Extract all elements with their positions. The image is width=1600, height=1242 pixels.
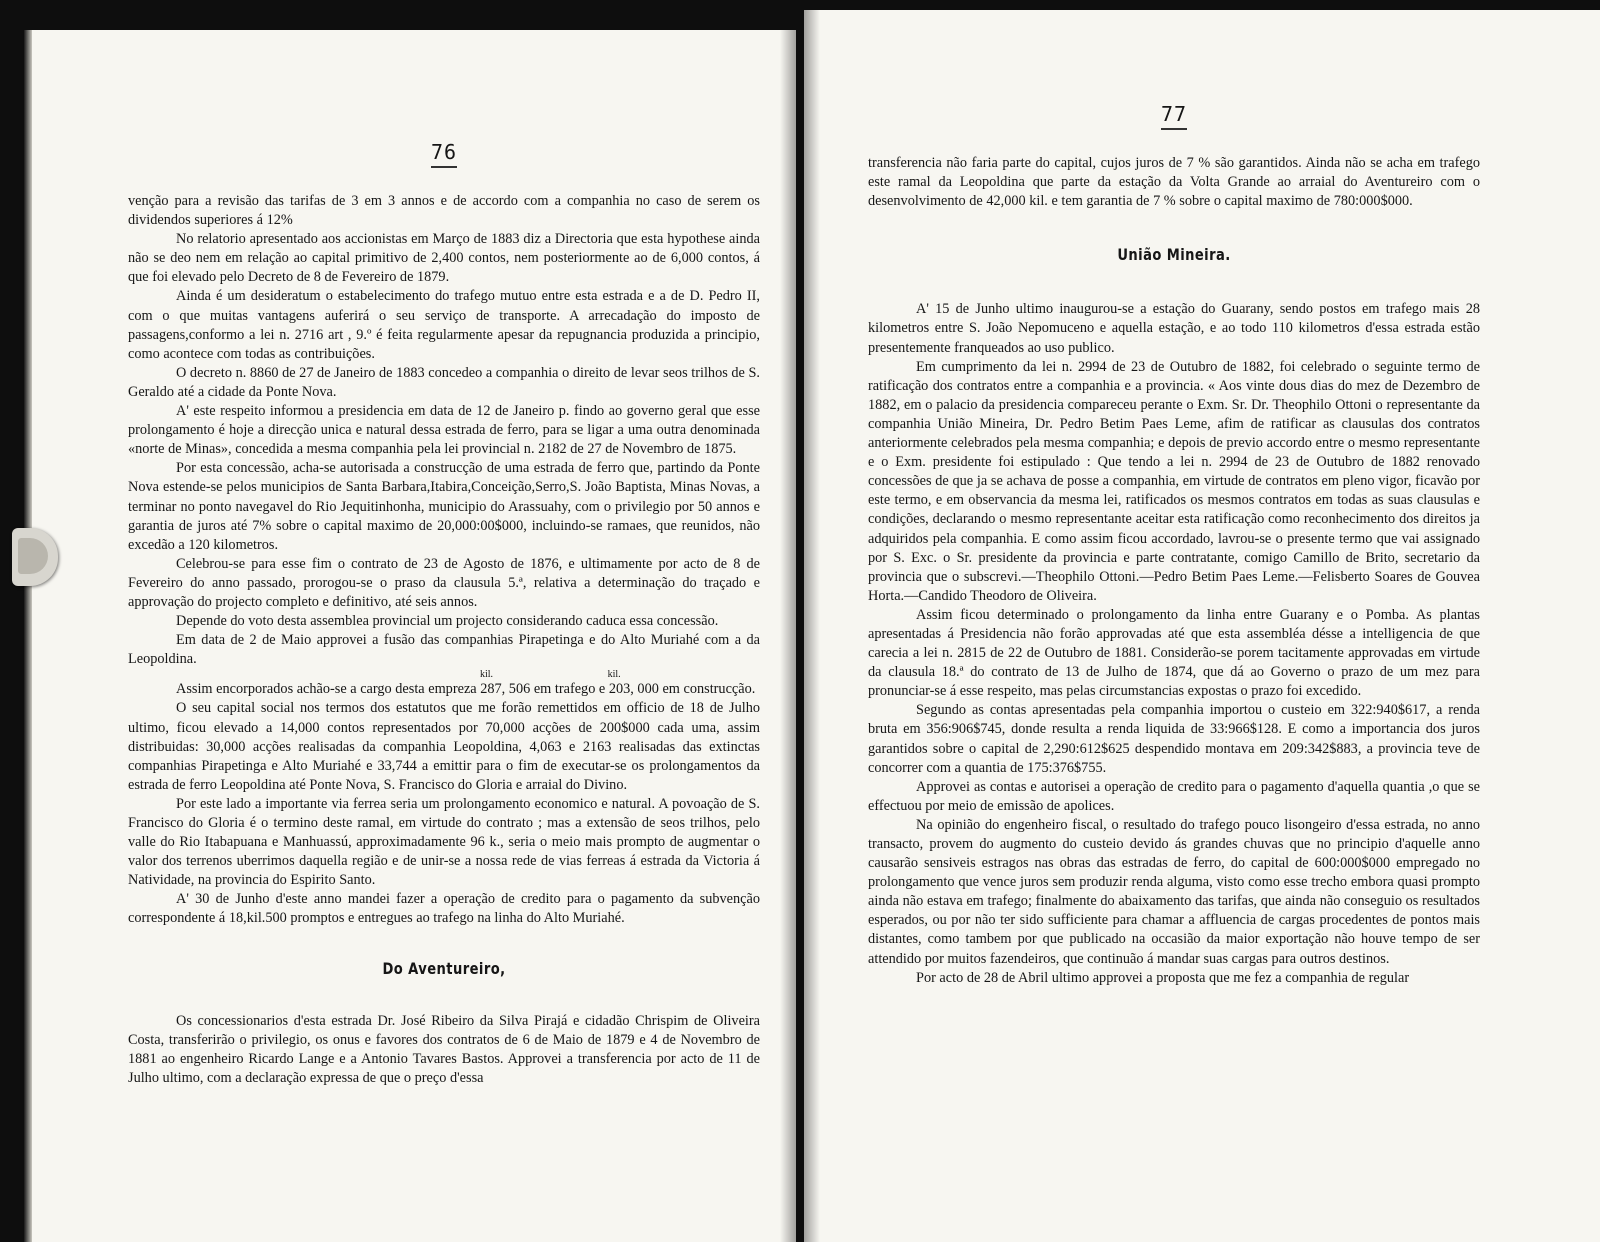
kil-label: kil.: [607, 669, 621, 681]
left-page: [24, 30, 796, 1242]
paragraph: O decreto n. 8860 de 27 de Janeiro de 1883 concedeo a companhia o direito de levar seos trilhos de S. Geraldo até a cidade da Ponte Nova.: [128, 364, 760, 400]
section-heading: Do Aventureiro,: [382, 958, 506, 978]
paragraph: Approvei as contas e autorisei a operação de credito para o pagamento d'aquella quantia ,o que se effectuou por meio de emissão de apolices.: [868, 778, 1480, 814]
left-page-text: [128, 192, 760, 1088]
paragraph: Segundo as contas apresentadas pela companhia importou o custeio em 322:940$617, a renda bruta em 356:906$745, donde resulta a renda liquida de 33:966$128. E como a importancia dos juros garantidos sobre o capital de 2,290:612$625 despendido montava em 209:342$883, a provincia teve de concorrer com a quantia de 175:376$755.: [868, 702, 1480, 776]
paragraph: Por esta concessão, acha-se autorisada a construcção de uma estrada de ferro que, partindo da Ponte Nova estende-se pelos municipios de Santa Barbara,Itabira,Conceição,Serro,S. João Baptista, Minas Novas, a terminar no ponto navegavel do Rio Jequitinhonha, municipio do Arassuahy, com o privilegio por 50 annos e garantia de juros até 7% sobre o capital maximo de 20,000:00$000, incluindo-se ramaes, que reunidos, não excedão a 120 kilometros.: [128, 460, 760, 553]
page-number: 76: [128, 140, 760, 168]
paragraph: venção para a revisão das tarifas de 3 em 3 annos e de accordo com a companhia no caso de serem os dividendos superiores á 12%: [128, 193, 760, 229]
section-heading: União Mineira.: [1117, 245, 1231, 265]
right-page-text: [868, 154, 1480, 988]
paragraph: O seu capital social nos termos dos estatutos que me forão remettidos em officio de 18 de Julho ultimo, ficou elevado a 14,000 contos representados por 70,000 acções de 200$000 cada uma, assim distribuidas: 30,000 acções realisadas da companhia Leopoldina, 4,063 e 2163 realisadas das extinctas companhias Pirapetinga e Alto Muriahé e 33,744 a emittir para o fim de executar-se os prolongamentos da estrada de ferro Leopoldina até Ponte Nova, S. Francisco do Gloria e arraial do Divino.: [128, 700, 760, 793]
paragraph: Ainda é um desideratum o estabelecimento do trafego mutuo entre esta estrada e a de D. Pedro II, com o que muitas vantagens auferirá o seu serviço de transporte. A arrecadação do imposto de passagens,conformo a lei n. 2716 art , 9.º é feita regularmente apesar da repugnancia produzida a principio, como acontece com todas as contribuições.: [128, 288, 760, 362]
paragraph: Depende do voto desta assemblea provincial um projecto considerando caduca essa concessão.: [176, 613, 719, 630]
paragraph: A' 30 de Junho d'este anno mandei fazer a operação de credito para o pagamento da subvenção correspondente á 18,kil.500 promptos e entregues ao trafego na linha do Alto Muriahé.: [128, 891, 760, 927]
paragraph: Assim ficou determinado o prolongamento da linha entre Guarany e o Pomba. As plantas apresentadas á Presidencia não forão approvadas até que esta assembléa désse a intelligencia de que carecia a lei n. 2815 de 22 de Outubro de 1881. Considerão-se porem tacitamente approvadas em virtude da clausula 18.ª do contrato de 13 de Julho de 1874, que dá ao Governo o prazo de um mez para pronunciar-se á esse respeito, mas pelas circumstancias expostas o prazo foi excedido.: [868, 606, 1480, 700]
page-edge: [24, 30, 32, 1242]
paragraph: A' este respeito informou a presidencia em data de 12 de Janeiro p. findo ao governo geral que esse prolongamento é hoje a direcção unica e natural dessa estrada de ferro, para se ligar a uma outra denominada «norte de Minas», concedida a mesma companhia pela lei provincial n. 2182 de 27 de Novembro de 1875.: [128, 403, 760, 458]
paragraph: transferencia não faria parte do capital, cujos juros de 7 % são garantidos. Ainda não se acha em trafego este ramal da Leopoldina que parte da estação da Volta Grande ao arraial do Aventureiro com o desenvolvimento de 42,000 kil. e tem garantia de 7 % sobre o capital maximo de 780:000$000.: [868, 155, 1480, 210]
paragraph: Por acto de 28 de Abril ultimo approvei a proposta que me fez a companhia de regular: [916, 969, 1410, 986]
paragraph: A' 15 de Junho ultimo inaugurou-se a estação do Guarany, sendo postos em trafego mais 28 kilometros entre S. João Nepomuceno e aquella estação, e ao todo 110 kilometros d'essa estrada estão presentemente franqueados ao uso publico.: [868, 301, 1480, 356]
paragraph: Em cumprimento da lei n. 2994 de 23 de Outubro de 1882, foi celebrado o seguinte termo de ratificação dos contratos entre a companhia e a provincia. « Aos vinte dous dias do mez de Dezembro de 1882, em o palacio da presidencia compareceu perante o Exm. Sr. Dr. Theophilo Ottoni o representante da companhia União Mineira, Dr. Pedro Betim Paes Leme, afim de ratificar as clausulas dos contratos anteriormente celebrados pela mesma companhia; e depois de previo accordo entre o mesmo representante e o Exm. presidente foi estipulado : Que tendo a lei n. 2994 de 23 de Outubro de 1882 renovado concessões de que ja se achava de posse a companhia, em virtude de contratos em pleno vigor, ficavão por este termo, e em observancia da mesma lei, ratificados os mesmos contratos em todas as suas clausulas e condições, declarando o mesmo representante aceitar esta ratificação como reconhecimento dos direitos ja adquiridos pela companhia. E como assim ficou accordado, lavrou-se o presente termo que vai assignado por S. Exc. o Sr. presidente da provincia e parte contratante, comigo Camillo de Brito, secretario da provincia que o subscrevi.—Theophilo Ottoni.—Pedro Betim Paes Leme.—Felisberto Soares de Gouvea Horta.—Candido Theodoro de Oliveira.: [868, 358, 1480, 604]
paragraph: Por este lado a importante via ferrea seria um prolongamento economico e natural. A povoação de S. Francisco do Gloria é o termino deste ramal, em virtude do contrato ; mas a extensão de seos trilhos, pelo valle do Rio Itabapuana e Manhuassú, approximadamente 96 k., seria o meio mais prompto de augmentar o valor dos terrenos uberrimos daquella região e de unir-se a nossa rede de vias ferreas á estrada da Victoria á Natividade, na provincia do Espirito Santo.: [128, 795, 760, 889]
spine-shadow: [804, 10, 820, 1242]
kil-labels: [128, 669, 760, 680]
kil-label: kil.: [480, 669, 494, 681]
paragraph: Em data de 2 de Maio approvei a fusão das companhias Pirapetinga e do Alto Muriahé com a da Leopoldina.: [128, 632, 760, 668]
paragraph: Celebrou-se para esse fim o contrato de 23 de Agosto de 1876, e ultimamente por acto de 8 de Fevereiro do anno passado, prorogou-se o praso da clausula 5.ª, relativa a determinação do traçado e approvação do projecto completo e definitivo, até seis annos.: [128, 555, 760, 610]
paragraph: Assim encorporados achão-se a cargo desta empreza 287, 506 em trafego e 203, 000 em construcção.: [176, 681, 756, 698]
paragraph: No relatorio apresentado aos accionistas em Março de 1883 diz a Directoria que esta hypothese ainda não se deo nem em relação ao capital primitivo de 2,400 contos, nem posteriormente ao de 6,000 contos, á que foi elevado pelo Decreto de 8 de Fevereiro de 1879.: [128, 231, 760, 286]
page-number: 77: [868, 102, 1480, 130]
right-page: [804, 10, 1600, 1242]
paragraph: Na opinião do engenheiro fiscal, o resultado do trafego pouco lisongeiro d'essa estrada, no anno transacto, provem do augmento do custeio devido ás grandes chuvas que no principio d'aquelle anno causarão sensiveis estragos nas obras das estradas de ferro, do capital de 600:000$000 empregado no prolongamento que vence juros sem produzir renda alguma, visto como esse trecho embora quasi prompto ainda não estava em trafego; finalmente do abaixamento das tarifas, que ainda não conseguio os resultados esperados, ou por não ter sido sufficiente para chamar a affluencia de cargas procedentes de pontos mais distantes, como tambem por que publicado na occasião da maior exportação não houve tempo de ser attendido por muitos fazendeiros, que continuão á mandar suas cargas para outros destinos.: [868, 816, 1480, 967]
paragraph: Os concessionarios d'esta estrada Dr. José Ribeiro da Silva Pirajá e cidadão Chrispim de Oliveira Costa, transferirão o privilegio, os onus e favores dos contratos de 6 de Maio de 1879 e 4 de Novembro de 1881 ao engenheiro Ricardo Lange e a Antonio Tavares Bastos. Approvei a transferencia por acto de 11 de Julho ultimo, com a declaração expressa de que o preço d'essa: [128, 1012, 760, 1086]
spine-shadow: [780, 30, 796, 1242]
